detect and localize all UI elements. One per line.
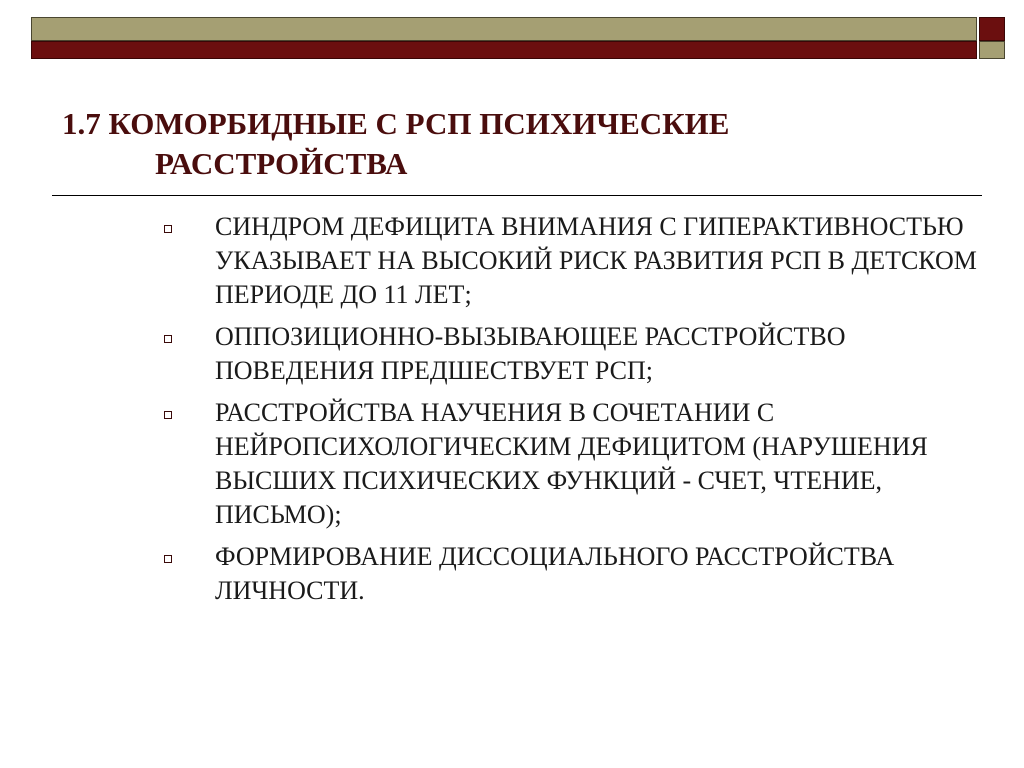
slide-title-line1: 1.7 КОМОРБИДНЫЕ С РСП ПСИХИЧЕСКИЕ — [62, 106, 730, 141]
square-bullet-icon — [164, 411, 172, 419]
list-item — [160, 540, 980, 608]
square-bullet-icon — [164, 225, 172, 233]
slide-title — [62, 104, 962, 184]
list-item — [160, 396, 980, 532]
list-item-text: ОППОЗИЦИОННО-ВЫЗЫВАЮЩЕЕ РАССТРОЙСТВО ПОВЕДЕНИЯ ПРЕДШЕСТВУЕТ РСП; — [215, 322, 846, 385]
title-divider — [52, 195, 982, 196]
list-item-text: РАССТРОЙСТВА НАУЧЕНИЯ В СОЧЕТАНИИ С НЕЙРОПСИХОЛОГИЧЕСКИМ ДЕФИЦИТОМ (НАРУШЕНИЯ ВЫСШИХ ПСИХИЧЕСКИХ ФУНКЦИЙ - СЧЕТ, ЧТЕНИЕ, ПИСЬМО); — [215, 398, 928, 529]
list-item — [160, 210, 980, 312]
header-band-maroon — [31, 41, 977, 59]
square-bullet-icon — [164, 335, 172, 343]
square-bullet-icon — [164, 555, 172, 563]
corner-square-olive — [979, 41, 1005, 59]
list-item-text: ФОРМИРОВАНИЕ ДИССОЦИАЛЬНОГО РАССТРОЙСТВА ЛИЧНОСТИ. — [215, 542, 895, 605]
slide-title-line2: РАССТРОЙСТВА — [155, 146, 408, 181]
bullet-list — [160, 210, 980, 616]
header-band-olive — [31, 17, 977, 41]
corner-square-maroon — [979, 17, 1005, 41]
list-item — [160, 320, 980, 388]
list-item-text: СИНДРОМ ДЕФИЦИТА ВНИМАНИЯ С ГИПЕРАКТИВНОСТЬЮ УКАЗЫВАЕТ НА ВЫСОКИЙ РИСК РАЗВИТИЯ РСП В ДЕТСКОМ ПЕРИОДЕ ДО 11 ЛЕТ; — [215, 212, 977, 309]
header-decoration — [0, 0, 1024, 70]
